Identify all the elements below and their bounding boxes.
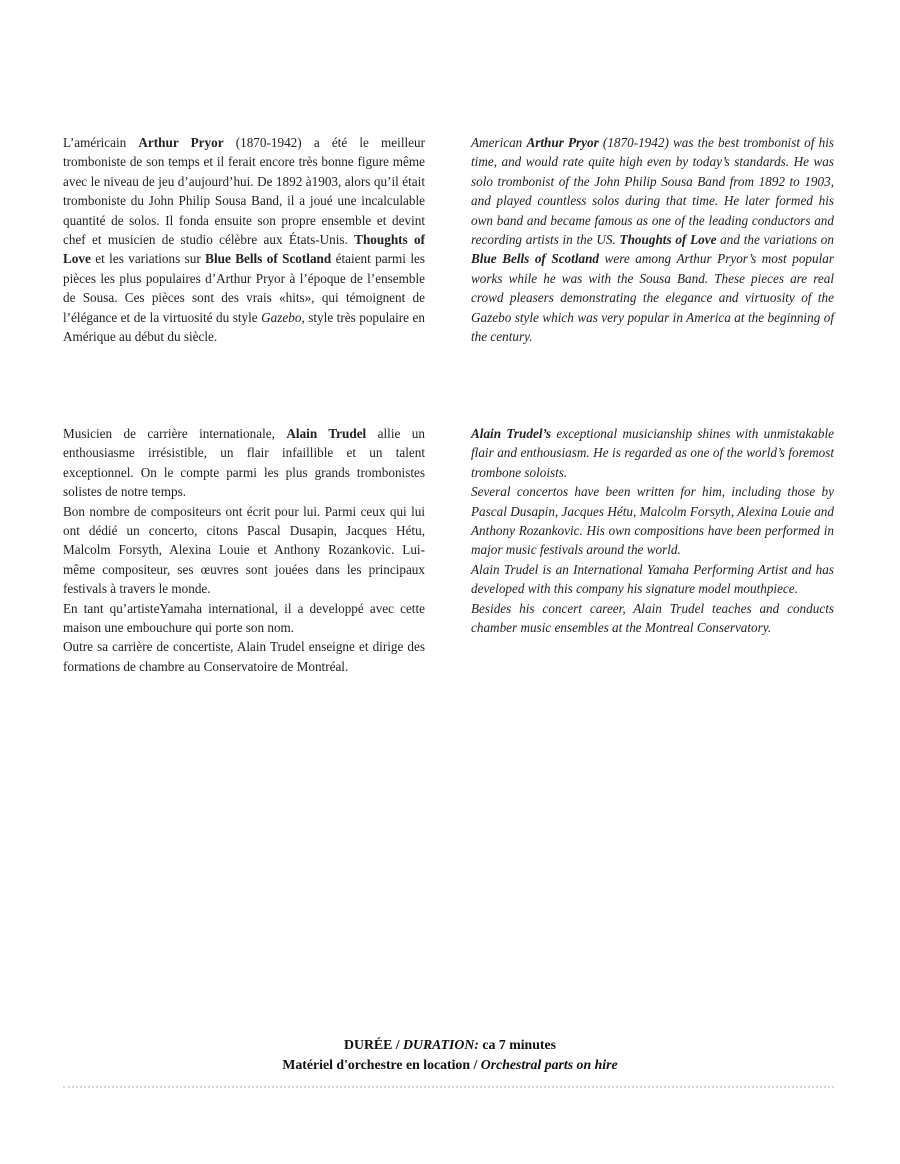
- french-trudel-text: [63, 424, 425, 676]
- paragraph: [63, 599, 425, 638]
- text-run: (1870-1942) was the best trombonist of his time, and would rate quite high even by today’s standards. He was solo trombonist of the John Philip Sousa Band from 1892 to 1903, and played countless solos during that time. He later formed his own band and became famous as one of the leading conductors and recording artists in the US.: [471, 135, 834, 248]
- italic-text: Gazebo: [261, 309, 302, 325]
- text-run: , style très populaire en Amérique au début du siècle.: [63, 309, 425, 345]
- text-run: Besides his concert career, Alain Trudel teaches and conducts chamber music ensembles at the Montreal Conservatory.: [471, 600, 834, 636]
- paragraph: [471, 560, 834, 599]
- bold-text: Blue Bells of Scotland: [205, 251, 332, 267]
- text-run: étaient parmi les pièces les plus populaires d’Arthur Pryor à l’époque de l’ensemble de Sousa. Ces pièces sont des vrais «hits», qui témoignent de l’élégance et de la virtuosité du style: [63, 251, 425, 325]
- text-run: Bon nombre de compositeurs ont écrit pour lui. Parmi ceux qui lui ont dédié un concerto, citons Pascal Dusapin, Jacques Hétu, Malcolm Forsyth, Alexina Louie et Anthony Rozankovic. Lui- même compositeur, ses œuvres sont jouées dans les principaux festivals à travers le monde.: [63, 503, 425, 597]
- english-pryor-text: [471, 133, 834, 346]
- text-run: Outre sa carrière de concertiste, Alain Trudel enseigne et dirige des formations de chambre au Conservatoire de Montréal.: [63, 639, 425, 674]
- duration-line: [0, 1035, 900, 1055]
- text-run: were among Arthur Pryor’s most popular works while he was with the Sousa Band. These pieces are real crowd pleasers demonstrating the elegance and virtuosity of the Gazebo style which was very popular in America at the beginning of the century.: [471, 251, 835, 345]
- footer-divider: [63, 1086, 834, 1088]
- paragraph: [471, 424, 834, 482]
- paragraph: [471, 482, 834, 560]
- duration-label-en: DURATION:: [403, 1037, 479, 1052]
- bold-text: Arthur Pryor: [138, 135, 224, 150]
- text-run: Several concertos have been written for him, including those by Pascal Dusapin, Jacques Hétu, Malcolm Forsyth, Alexina Louie and Anthony Rozankovic. His own compositions have been performed in major music festivals around the world.: [471, 484, 834, 558]
- text-run: (1870-1942) a été le meilleur tromboniste de son temps et il ferait encore très bonne figure même avec le niveau de jeu d’aujourd’hui. De 1892 à1903, alors qu’il était tromboniste du John Philip Sousa Band, il a joué une incalculable quantité de solos. Il fonda ensuite son propre ensemble et devint chef et musicien de studio célèbre aux États-Unis.: [63, 135, 425, 248]
- paragraph: [63, 133, 425, 346]
- text-run: and the variations on: [716, 232, 834, 248]
- bold-text: Thoughts of Love: [63, 232, 425, 267]
- text-run: L’américain: [63, 135, 139, 150]
- orchestral-parts-line: [0, 1055, 900, 1075]
- text-run: allie un enthousiasme irrésistible, un flair infaillible et un talent exceptionnel. On le compte parmi les plus grands trombonistes solistes de notre temps.: [63, 426, 425, 500]
- text-run: American: [471, 135, 527, 150]
- bold-text: Thoughts of Love: [619, 232, 717, 248]
- bold-text: Arthur Pryor: [526, 135, 599, 150]
- text-run: En tant qu’artisteYamaha international, il a developpé avec cette maison une embouchure qui porte son nom.: [63, 600, 425, 636]
- bold-text: Alain Trudel’s: [471, 426, 552, 441]
- text-run: exceptional musicianship shines with unmistakable flair and enthousiasm. He is regarded as one of the world’s foremost trombone soloists.: [471, 426, 835, 480]
- paragraph: [471, 133, 834, 346]
- duration-value: ca 7 minutes: [478, 1037, 556, 1052]
- paragraph: [63, 637, 425, 676]
- paragraph: [471, 599, 834, 638]
- paragraph: [63, 424, 425, 502]
- parts-label-fr: Matériel d'orchestre en location /: [282, 1057, 481, 1072]
- bold-text: Blue Bells of Scotland: [471, 251, 600, 267]
- english-trudel-text: [471, 424, 834, 637]
- paragraph: [63, 502, 425, 599]
- text-run: Alain Trudel is an International Yamaha Performing Artist and has developed with this company his signature model mouthpiece.: [471, 561, 834, 597]
- bold-text: Alain Trudel: [286, 426, 367, 441]
- duration-label-fr: DURÉE /: [344, 1037, 404, 1052]
- footer-info: [0, 1035, 900, 1075]
- text-run: Musicien de carrière internationale,: [63, 426, 287, 441]
- french-pryor-text: [63, 133, 425, 346]
- parts-label-en: Orchestral parts on hire: [480, 1057, 618, 1072]
- text-run: et les variations sur: [90, 251, 206, 267]
